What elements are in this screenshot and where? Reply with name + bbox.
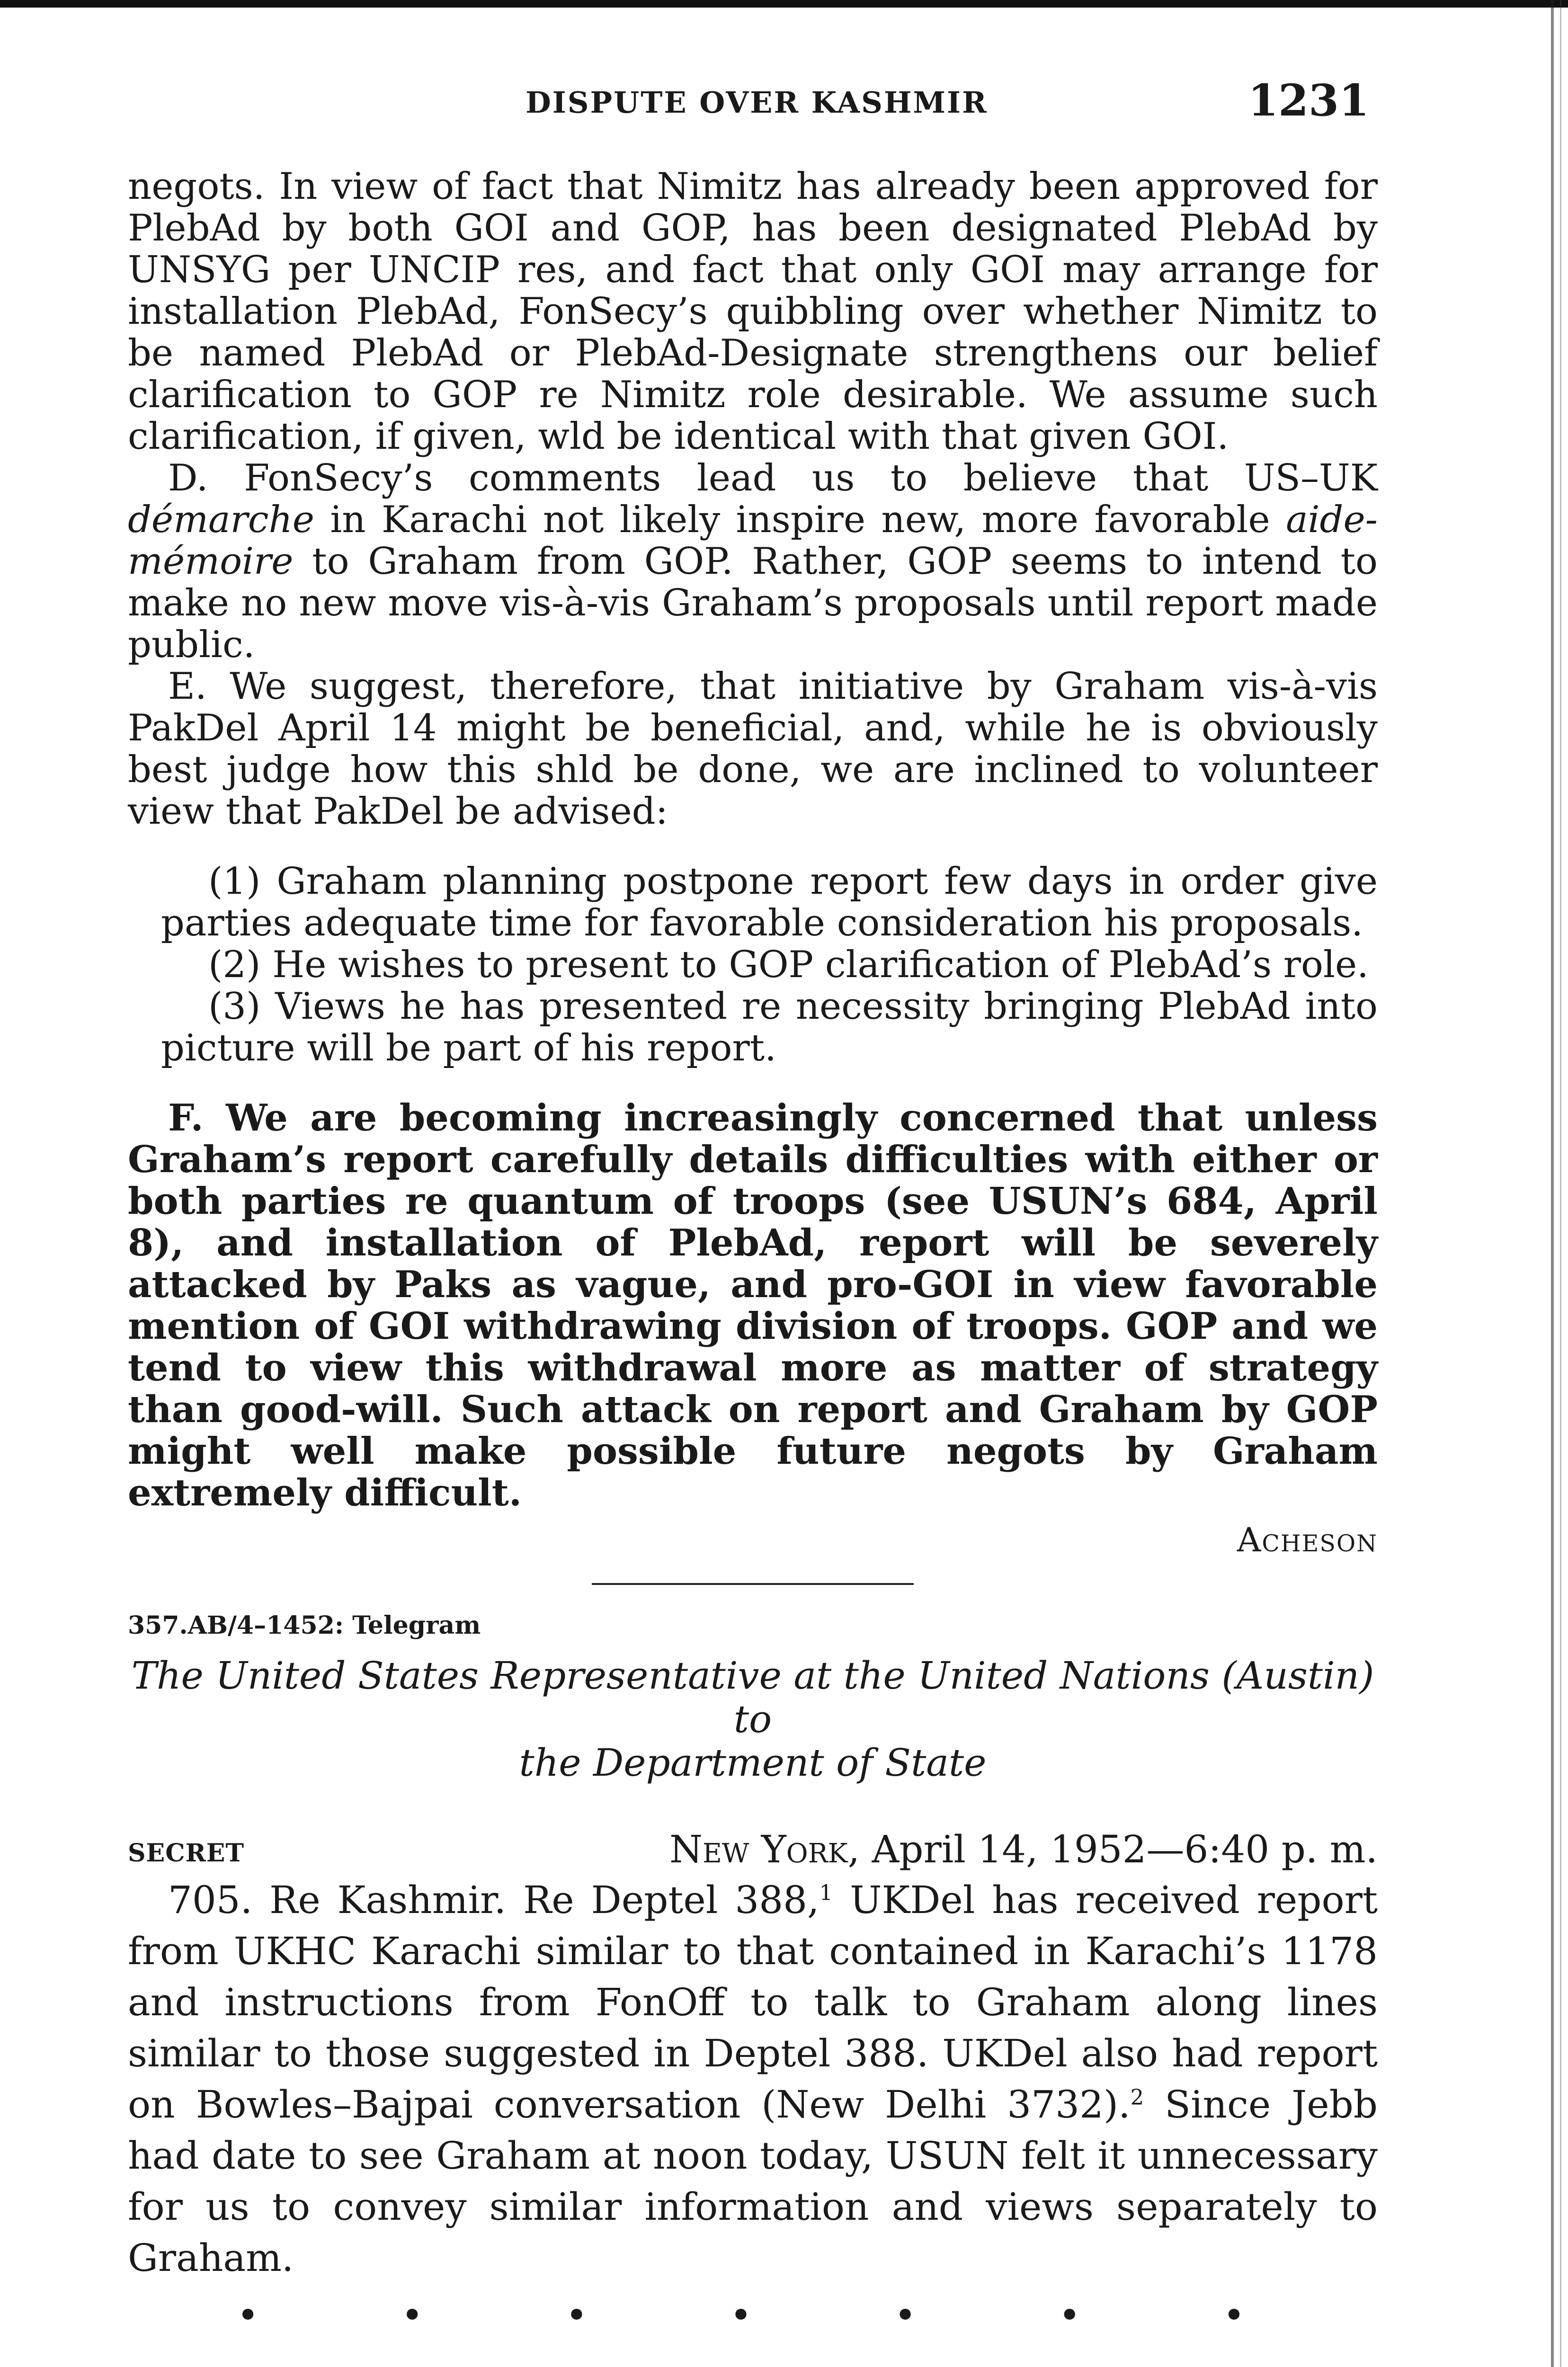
- paragraph-d-text-1: D. FonSecy’s comments lead us to believe that US–UK: [168, 457, 1378, 499]
- paragraph-d-emphasis-2: aide-mémoire: [128, 498, 1378, 583]
- classification-label: SECRET: [128, 1839, 245, 1868]
- page-edge-shadow: [1551, 0, 1554, 2367]
- paragraph-e: E. We suggest, therefore, that initiative by Graham vis-à-vis PakDel April 14 might be beneficial, and, while he is obviously best judge how this shld be done, we are inclined to volunteer view that PakDel be advised:: [128, 665, 1378, 833]
- document-file-number: 357.AB/4–1452: Telegram: [128, 1611, 481, 1640]
- section-divider: [592, 1583, 914, 1585]
- date: April 14, 1952—6:40 p. m.: [860, 1827, 1378, 1871]
- page-content: [128, 166, 1378, 2367]
- footnote-ref-2: 2: [1130, 2084, 1144, 2110]
- list-item-1: (1) Graham planning postpone report few days in order give parties adequate time for favorable consideration his proposals.: [161, 860, 1378, 944]
- telegram-text-1: 705. Re Kashmir. Re Deptel 388,: [168, 1878, 820, 1922]
- paragraph-continuation: negots. In view of fact that Nimitz has already been approved for PlebAd by both GOI and GOP, has been designated PlebAd by UNSYG per UNCIP res, and fact that only GOI may arrange for installation PlebAd, FonSecy’s quibbling over whether Nimitz to be named PlebAd or PlebAd-Designate strengthens our belief clarification to GOP re Nimitz role desirable. We assume such clarification, if given, wld be identical with that given GOI.: [128, 165, 1378, 458]
- omission-dot: •: [1058, 2293, 1081, 2337]
- footnote-ref-1: 1: [819, 1880, 833, 1905]
- document-title-line-2: the Department of State: [519, 1741, 987, 1785]
- list-item-3: (3) Views he has presented re necessity bringing PlebAd into picture will be part of his report.: [161, 985, 1378, 1069]
- list-item-2: (2) He wishes to present to GOP clarification of PlebAd’s role.: [208, 943, 1369, 986]
- document-title: [128, 1654, 1378, 1785]
- telegram-body: [128, 1875, 1378, 2284]
- paragraph-d-text-3: to Graham from GOP. Rather, GOP seems to intend to make no new move vis-à-vis Graham’s proposals until report made public.: [128, 540, 1378, 666]
- dateline: [128, 1827, 1378, 1875]
- paragraph-d: [128, 457, 1378, 666]
- place-date: [669, 1827, 1378, 1871]
- omission-dot: •: [1222, 2293, 1245, 2337]
- omission-dot: •: [401, 2293, 424, 2337]
- paragraph-f: F. We are becoming increasingly concerned that unless Graham’s report carefully details difficulties with either or both parties re quantum of troops (see USUN’s 684, April 8), and installation of PlebAd, report will be severely attacked by Paks as vague, and pro-GOI in view favorable mention of GOI withdrawing division of troops. GOP and we tend to view this withdrawal more as matter of strategy than good-will. Such attack on report and Graham by GOP might well make possible future negots by Graham extremely difficult.: [128, 1096, 1378, 1514]
- top-edge-rule: [0, 0, 1568, 8]
- running-title: DISPUTE OVER KASHMIR: [526, 85, 988, 120]
- omission-marks: [128, 2293, 1378, 2337]
- running-head: [0, 71, 1568, 133]
- omission-dot: •: [894, 2293, 917, 2337]
- paragraph-d-text-2: in Karachi not likely inspire new, more favorable: [314, 498, 1286, 541]
- telegram-text-2: UKDel has received report from UKHC Karachi similar to that contained in Karachi’s 1178 and instructions from FonOff to talk to Graham along lines similar to those suggested in Deptel 388. UKDel also had report on Bowles–Bajpai conversation (New Delhi 3732).: [128, 1878, 1378, 2127]
- document-title-line-1: The United States Representative at the United Nations (Austin) to: [131, 1654, 1374, 1741]
- paragraph-d-emphasis-1: démarche: [128, 498, 314, 541]
- omission-dot: •: [236, 2293, 259, 2337]
- signature-acheson: Acheson: [1237, 1521, 1378, 1559]
- telegram-text-3: Since Jebb had date to see Graham at noon today, USUN felt it unnecessary for us to convey similar information and views separately to Graham.: [128, 2082, 1378, 2280]
- omission-dot: •: [565, 2293, 588, 2337]
- numbered-list: [161, 860, 1378, 1069]
- page-number: 1231: [1247, 75, 1369, 126]
- page-edge-shadow-2: [1560, 0, 1561, 2367]
- place: New York,: [669, 1827, 860, 1871]
- omission-dot: •: [730, 2293, 752, 2337]
